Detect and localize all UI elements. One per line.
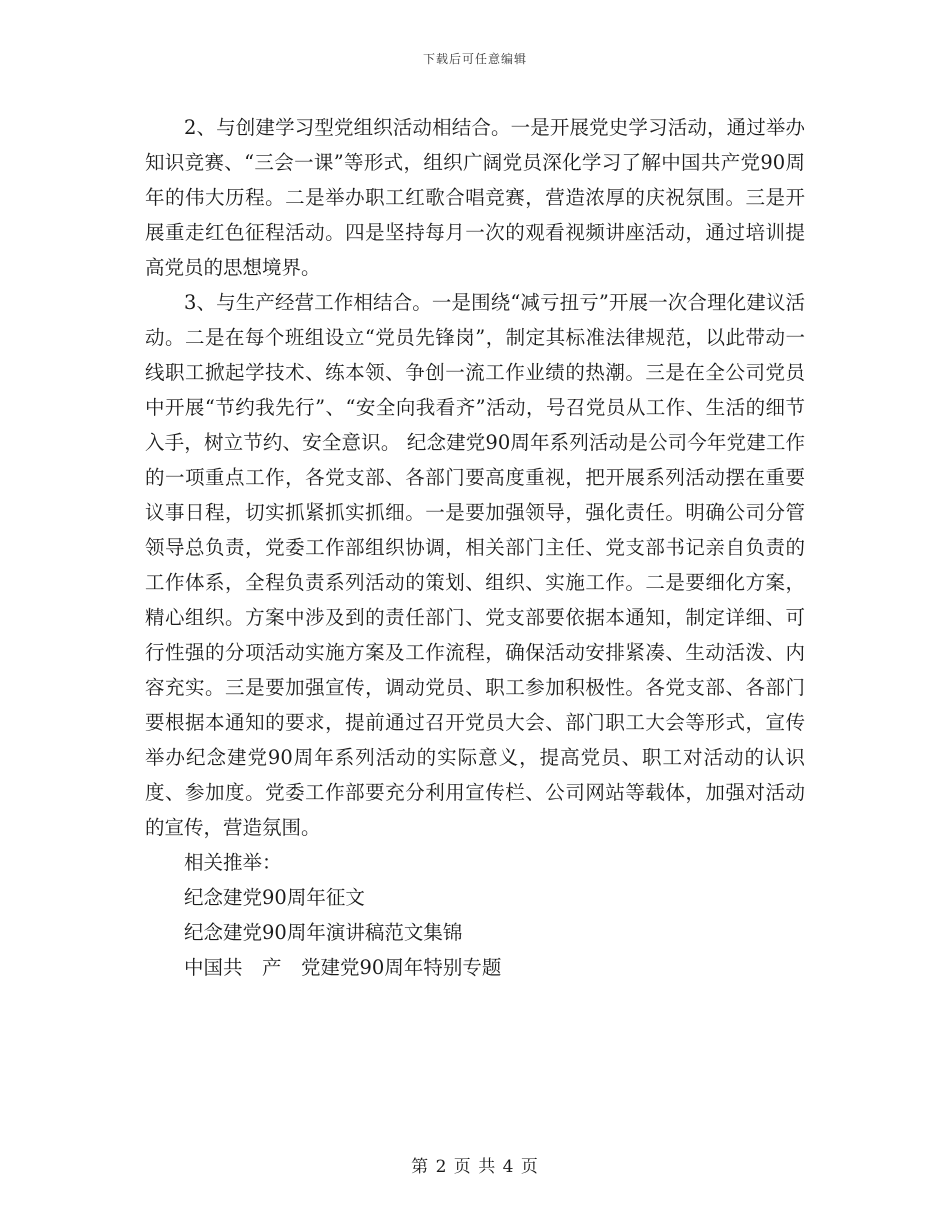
related-item-essay[interactable]: 纪念建党90周年征文 xyxy=(184,886,365,909)
paragraph-learning-organization: 2、与创建学习型党组织活动相结合。一是开展党史学习活动，通过举办知识竞赛、“三会一课”等形式，组织广阔党员深化学习了解中国共产党90周年的伟大历程。二是举办职工红歌合唱竞赛，营造浓厚的庆祝氛围。三是开展重走红色征程活动。四是坚持每月一次的观看视频讲座活动，通过培训提高党员的思想境界。 xyxy=(145,116,805,279)
paragraph-production-operations: 3、与生产经营工作相结合。一是围绕“减亏扭亏”开展一次合理化建议活动。二是在每个班组设立“党员先锋岗”，制定其标准法律规范，以此带动一线职工掀起学技术、练本领、争创一流工作业绩的热潮。三是在全公司党员中开展“节约我先行”、“安全向我看齐”活动，号召党员从工作、生活的细节入手，树立节约、安全意识。 纪念建党90周年系列活动是公司今年党建工作的一项重点工作，各党支部、各部门要高度重视，把开展系列活动摆在重要议事日程，切实抓紧抓实抓细。一是要加强领导，强化责任。明确公司分管领导总负责，党委工作部组织协调，相关部门主任、党支部书记亲自负责的工作体系，全程负责系列活动的策划、组织、实施工作。二是要细化方案，精心组织。方案中涉及到的责任部门、党支部要依据本通知，制定详细、可行性强的分项活动实施方案及工作流程，确保活动安排紧凑、生动活泼、内容充实。三是要加强宣传，调动党员、职工参加积极性。各党支部、各部门要根据本通知的要求，提前通过召开党员大会、部门职工大会等形式，宣传举办纪念建党90周年系列活动的实际意义，提高党员、职工对活动的认识度、参加度。党委工作部要充分利用宣传栏、公司网站等载体，加强对活动的宣传，营造氛围。 xyxy=(145,291,805,839)
header-note: 下载后可任意编辑 xyxy=(422,52,527,66)
page-indicator: 第 2 页 共 4 页 xyxy=(411,1157,539,1177)
related-label: 相关推举： xyxy=(184,851,282,874)
related-item-speech[interactable]: 纪念建党90周年演讲稿范文集锦 xyxy=(184,921,463,944)
document-body xyxy=(145,110,805,985)
related-item-special-topic[interactable]: 中国共 产 党建党90周年特别专题 xyxy=(184,956,502,979)
